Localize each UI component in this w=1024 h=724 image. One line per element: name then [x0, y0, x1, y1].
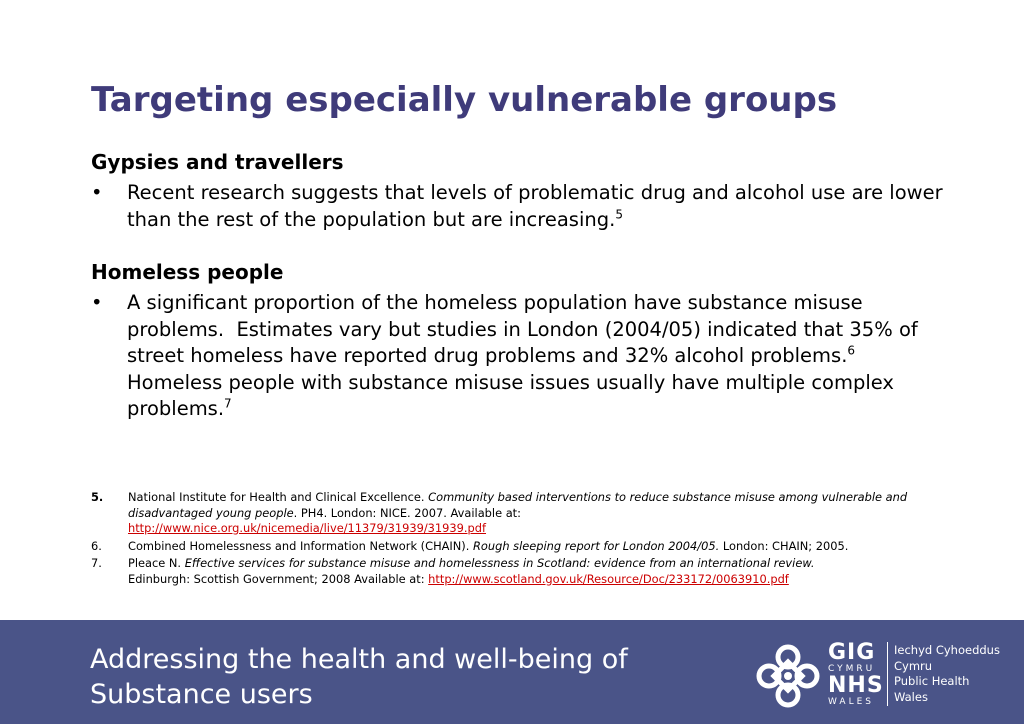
footer-caption-line: Addressing the health and well-being of — [90, 644, 628, 675]
reference-body — [128, 490, 951, 537]
reference-superscript: 6 — [847, 343, 856, 358]
reference-title: Rough sleeping report for London 2004/05. — [473, 538, 720, 553]
reference-number: 6. — [91, 538, 102, 553]
reference-number: 7. — [91, 556, 102, 570]
reference-text: . PH4. London: NICE. 2007. Available at: — [293, 505, 521, 520]
reference-superscript: 5 — [615, 207, 623, 221]
section-heading: Gypsies and travellers — [91, 150, 344, 174]
phw-line: Public Health — [894, 674, 970, 688]
slide-title: Targeting especially vulnerable groups — [91, 80, 838, 120]
phw-wordmark — [894, 643, 1000, 705]
footer-caption-line: Substance users — [90, 679, 313, 710]
cymru-text: CYMRU — [828, 664, 876, 674]
reference-item — [91, 490, 951, 537]
reference-number: 5. — [91, 490, 104, 504]
celtic-knot-icon — [756, 644, 820, 708]
wales-text: WALES — [828, 697, 874, 707]
bullet-marker: • — [91, 291, 103, 314]
nhs-text: NHS — [828, 673, 884, 698]
footer-caption — [90, 642, 730, 712]
reference-text: London: CHAIN; 2005. — [719, 538, 849, 553]
section-heading: Homeless people — [91, 260, 284, 284]
references-list — [91, 490, 951, 589]
gig-nhs-wordmark — [828, 642, 884, 708]
bullet-text — [127, 290, 951, 423]
reference-title: Community based interventions to reduce substance misuse among vulnerable and disadvantaged young people — [128, 490, 908, 520]
footer-band — [0, 620, 1024, 724]
bullet-text-part1: A significant proportion of the homeless population have substance misuse problems. Estimates vary but studies in London (2004/05) indicated that 35% of street homeless have reported drug problems and 32% alcohol problems. — [127, 291, 924, 367]
reference-link[interactable]: http://www.nice.org.uk/nicemedia/live/11379/31939/31939.pdf — [128, 521, 487, 535]
phw-line: Iechyd Cyhoeddus — [894, 643, 1000, 657]
phw-line: Cymru — [894, 658, 933, 673]
bullet-item — [91, 290, 951, 423]
reference-body — [128, 539, 951, 555]
reference-superscript: 7 — [224, 396, 232, 411]
section-homeless — [91, 260, 951, 423]
reference-body — [128, 556, 951, 587]
bullet-text-content: Recent research suggests that levels of problematic drug and alcohol use are lower than the rest of the population but are increasing. — [127, 181, 943, 231]
gig-text: GIG — [828, 640, 876, 665]
reference-item — [91, 539, 951, 555]
reference-text: Combined Homelessness and Information Network (CHAIN). — [128, 538, 473, 553]
reference-title: Effective services for substance misuse and homelessness in Scotland: evidence from an international review. — [184, 556, 815, 570]
reference-text: National Institute for Health and Clinical Excellence. — [128, 490, 429, 504]
public-health-wales-logo — [756, 640, 1006, 710]
phw-line: Wales — [894, 689, 928, 704]
reference-text: Edinburgh: Scottish Government; 2008 Available at: — [128, 571, 429, 586]
bullet-item — [91, 180, 951, 233]
logo-divider — [887, 642, 888, 706]
bullet-marker: • — [91, 181, 103, 204]
section-gypsies — [91, 150, 951, 233]
bullet-text — [127, 180, 951, 233]
reference-item — [91, 556, 951, 587]
bullet-text-part2: Homeless people with substance misuse issues usually have multiple complex problems. — [127, 344, 901, 420]
reference-text: Pleace N. — [128, 556, 185, 570]
reference-link[interactable]: http://www.scotland.gov.uk/Resource/Doc/233172/0063910.pdf — [428, 571, 789, 586]
